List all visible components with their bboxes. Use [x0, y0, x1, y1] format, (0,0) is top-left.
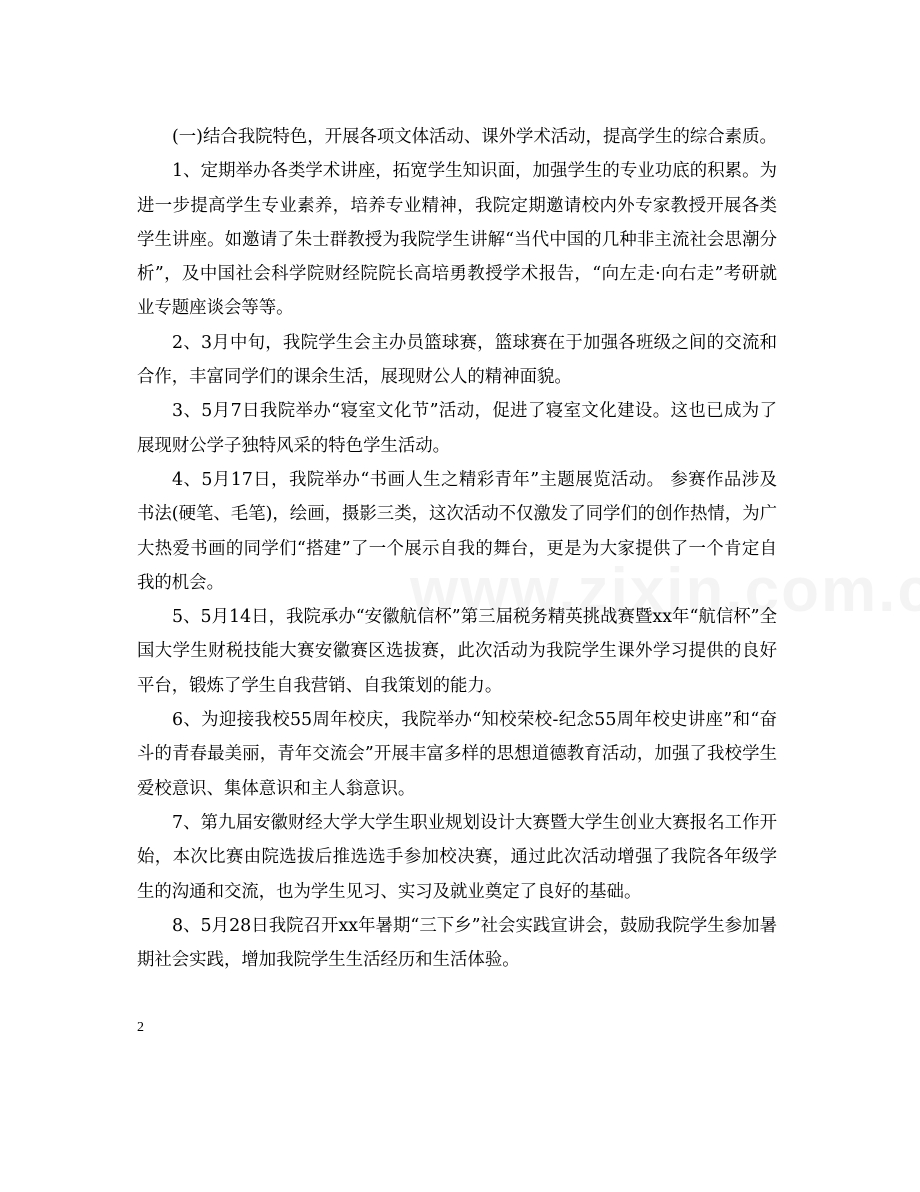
paragraph-item-8: 8、5月28日我院召开xx年暑期“三下乡”社会实践宣讲会，鼓励我院学生参加暑期社会实践，增加我院学生生活经历和生活体验。	[137, 915, 777, 971]
paragraph-item-7: 7、第九届安徽财经大学大学生职业规划设计大赛暨大学生创业大赛报名工作开始，本次比赛由院选拔后推选选手参加校决赛，通过此次活动增强了我院各年级学生的沟通和交流，也为学生见习、实习及就业奠定了良好的基础。	[137, 812, 777, 902]
document-body	[137, 120, 777, 977]
paragraph-item-4: 4、5月17日，我院举办“书画人生之精彩青年”主题展览活动。 参赛作品涉及书法(硬笔、毛笔)，绘画，摄影三类，这次活动不仅激发了同学们的创作热情，为广大热爱书画的同学们“搭建”了一个展示自我的舞台，更是为大家提供了一个肯定自我的机会。	[137, 469, 777, 593]
paragraph-item-1: 1、定期举办各类学术讲座，拓宽学生知识面，加强学生的专业功底的积累。为进一步提高学生专业素养，培养专业精神，我院定期邀请校内外专家教授开展各类学生讲座。如邀请了朱士群教授为我院学生讲解“当代中国的几种非主流社会思潮分析”，及中国社会科学院财经院院长高培勇教授学术报告，“向左走·向右走”考研就业专题座谈会等等。	[137, 161, 777, 319]
paragraph-intro: (一)结合我院特色，开展各项文体活动、课外学术活动，提高学生的综合素质。	[172, 127, 777, 147]
paragraph-item-3: 3、5月7日我院举办“寝室文化节”活动，促进了寝室文化建设。这也已成为了展现财公学子独特风采的特色学生活动。	[137, 401, 777, 456]
paragraph-item-2: 2、3月中旬，我院学生会主办员篮球赛，篮球赛在于加强各班级之间的交流和合作，丰富同学们的课余生活，展现财公人的精神面貌。	[137, 332, 777, 388]
paragraph-item-5: 5、5月14日，我院承办“安徽航信杯”第三届税务精英挑战赛暨xx年“航信杯”全国大学生财税技能大赛安徽赛区选拔赛，此次活动为我院学生课外学习提供的良好平台，锻炼了学生自我营销、自我策划的能力。	[137, 607, 777, 696]
paragraph-item-6: 6、为迎接我校55周年校庆，我院举办“知校荣校-纪念55周年校史讲座”和“奋斗的青春最美丽，青年交流会”开展丰富多样的思想道德教育活动，加强了我校学生爱校意识、集体意识和主人翁意识。	[137, 710, 777, 799]
page-number: 2	[137, 1020, 144, 1035]
